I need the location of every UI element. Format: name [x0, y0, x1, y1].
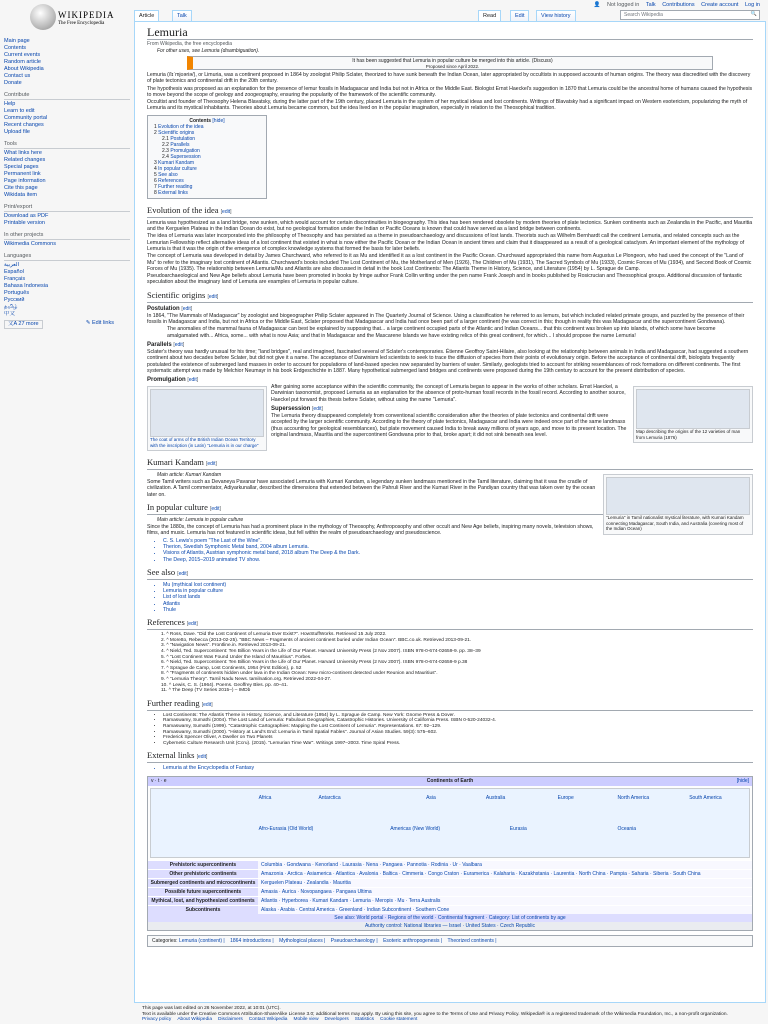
toc-number: 2 — [154, 129, 157, 136]
list-item: • Lost Continents: The Atlantis Theme in History, Science, and Literature (1954) by L. Sprague de Camp. New York: Gnome Press & Dover. — [163, 713, 753, 719]
see-also-link[interactable]: • List of lost lands — [163, 594, 753, 600]
main-article-note: Main article: Kumari Kandam — [157, 472, 222, 479]
navbox-group-label: Mythical, lost, and hypothesized continents — [148, 897, 258, 905]
top-navigation — [134, 0, 766, 22]
sidebar-item[interactable]: Related changes — [4, 157, 46, 163]
toc-text: References — [156, 177, 184, 184]
sidebar-heading: Print/export — [4, 204, 130, 212]
paragraph: Lemuria was hypothesized as a land bridge, now sunken, which would account for certain discontinuities in biogeography. This idea has been rendered obsolete by modern theories of plate tectonics. Sunken continents such as Zealandia in the Pacific, and Mauritia and the Kerguelen Plateau in the Indian Ocean do exist, but no geological formation under the Indian or Pacific Oceans is known that could have served as a land bridge between continents. — [147, 219, 753, 233]
reference-item: 7. ^ Sprague de Camp, Lost Continents, 1954 (First Edition), p. 52 — [161, 665, 302, 671]
category-link[interactable]: 1864 introductions | — [228, 937, 274, 944]
language-link[interactable]: Español — [4, 269, 24, 275]
search-placeholder: Search Wikipedia — [624, 12, 663, 18]
sidebar-item[interactable]: Contents — [4, 45, 27, 51]
reference-item: 4. ^ Nield, Ted. Supercontinent: Ten Billion Years in the Life of Our Planet. Harvard University Press (2 Nov 2007). ISBN 978-0-674-02659-9. pp. 38–39 — [161, 649, 481, 655]
paragraph: The idea of Lemuria was later incorporated into the philosophy of Theosophy and has persisted as a theme in pseudoarchaeology and discussions of lost lands. Theorists such as Wilhelm Bernhardt call the continent Lemuria, and related concepts such as the Lemurian Fellowship reflect alternative ideas of a lost continent that existed in what is now either the Pacific Ocean or the Indian Ocean in ancient times and claim that it disappeared as a result of a geological cataclysm. An important element of the mythology of Lemuria is that it was the origin of the emergence of complex knowledge systems that formed the basis for later beliefs. — [147, 233, 745, 252]
section-heading: Kumari Kandam [edit] — [147, 457, 753, 470]
reference-item: 3. ^ "Navigation News". Frontline.in. Retrieved 2013-09-21. — [161, 643, 287, 649]
footer-link[interactable]: Mobile view — [293, 1017, 319, 1023]
merge-notice — [187, 56, 713, 70]
page-footer — [142, 1006, 762, 1023]
section-heading: External links [edit] — [147, 750, 753, 763]
merge-notice-text: It has been suggested that Lemuria in popular culture be merged into this article. (Discuss) — [352, 58, 553, 64]
navbox-group — [148, 887, 752, 896]
reference-item: 11. ^ The Deep (TV Series 2015–) – IMDb — [161, 688, 251, 694]
sidebar-navigation — [4, 38, 130, 87]
list-item[interactable]: • Therion, Swedish Symphonic Metal band, 2004 album Lemuria. — [163, 544, 753, 550]
map-label-europe[interactable]: Europe — [557, 795, 574, 802]
coat-of-arms-image[interactable] — [150, 389, 264, 437]
map-label-africa[interactable]: Africa — [258, 795, 272, 802]
authority-control: Authority control: National libraries — Israel · United States · Czech Republic — [148, 922, 752, 930]
navbox-group-links[interactable]: Alaska · Arabia · Central America · Greenland · Indian Subcontinent · Southern Cone — [258, 906, 752, 914]
language-link[interactable]: Русский — [4, 297, 25, 303]
search-input[interactable] — [620, 10, 760, 20]
map-label-north-america[interactable]: North America — [617, 795, 650, 802]
sidebar-heading: Contribute — [4, 92, 130, 100]
language-link[interactable]: العربية — [4, 262, 20, 268]
create-account-link[interactable]: Create account — [701, 2, 739, 8]
external-link[interactable]: • Lemuria at the Encyclopedia of Fantasy — [163, 765, 753, 771]
category-links — [147, 935, 753, 947]
navbox-group — [148, 878, 752, 887]
navbox-group-links[interactable]: Atlantis · Hyperborea · Kumari Kandam · Lemuria · Meropis · Mu · Terra Australis — [258, 897, 752, 905]
navbox-group — [148, 905, 752, 914]
language-link[interactable]: Français — [4, 276, 26, 282]
paragraph: Pseudoarchaeological and New Age beliefs about Lemuria have been promoted in books by fringe author Frank Collin writing under the pen name Frank Joseph and in books published by Rosicrucian and Theosophical groups. Additional discussion of fantastic speculation about the imaginary land of Lemuria are examples of Lemuria in popular culture. — [147, 273, 743, 286]
category-link[interactable]: Theorized continents | — [446, 937, 497, 944]
see-also-list — [147, 582, 753, 613]
toc-number: 3 — [154, 159, 157, 166]
language-link[interactable]: தமிழ் — [4, 304, 18, 310]
footer-link[interactable]: Developers — [324, 1017, 349, 1023]
sidebar-item[interactable]: Recent changes — [4, 122, 44, 128]
navbox-footer: See also: World portal · Regions of the world · Continental fragment · Category: List of continents by age — [148, 914, 752, 922]
section-heading: References [edit] — [147, 617, 753, 630]
reference-item: 6. ^ Nield, Ted. Supercontinent: Ten Billion Years in the Life of Our Planet. Harvard University Press (2 Nov 2007). ISBN 978-0-674-02659-9 p.38 — [161, 660, 468, 666]
footer-link[interactable]: Statistics — [354, 1017, 374, 1023]
navbox-group-label: Subcontinents — [148, 906, 258, 914]
personal-tools — [589, 2, 760, 8]
map-label-oceania[interactable]: Oceania — [617, 826, 637, 833]
sidebar-item[interactable]: Current events — [4, 52, 41, 58]
sidebar-item[interactable]: Printable version — [4, 220, 45, 226]
footer-link[interactable]: About Wikipedia — [177, 1017, 212, 1023]
reference-item: 9. ^ "Lemuria Theory". Tamil Nadu News. tamilnation.org. Retrieved 2022-04-27. — [161, 677, 332, 683]
kumari-map-image[interactable] — [606, 477, 750, 515]
category-link[interactable]: Lemuria (continent) | — [178, 937, 225, 944]
see-also-link[interactable]: • Atlantis — [163, 601, 753, 607]
toc-text: In popular culture — [156, 165, 197, 172]
category-link[interactable]: Mythological places | — [277, 937, 326, 944]
edit-section-link[interactable]: [edit] — [220, 208, 232, 215]
subsection-heading: Parallels [edit] — [147, 341, 185, 348]
paragraph: Sclater's theory was hardly unusual for his time; "land bridges", real and imagined, fascinated several of Sclater's contemporaries. Étienne Geoffroy Saint-Hilaire, also looking at the relationship between animals in India and Madagascar, had suggested a southern continent about two decades before Sclater, but did not give it a name. The acceptance of Darwinism led scientists to seek to trace the diffusion of species from their points of evolutionary origin. Before the acceptance of continental drift, biologists frequently postulated the existence of submerged land masses in order to account for populations of land-based species now separated by barriers of water. Similarly, geologists tried to account for striking resemblances of rock formations on different continents. The first systematic attempt was made by Melchior Neumayr in his book Erdgeschichte in 1887. Many hypothetical submerged land bridges and continents were proposed during the 19th century to account for the present distribution of species. — [147, 348, 749, 374]
login-link[interactable]: Log in — [745, 2, 760, 8]
navbox-group-links[interactable]: Amasia · Aurica · Novopangaea · Pangaea Ultima — [258, 888, 752, 896]
further-reading-list — [147, 713, 753, 747]
toc-number: 2.2 — [162, 141, 169, 148]
map-label-americas-new-world-[interactable]: Americas (New World) — [390, 826, 441, 833]
toc-number: 1 — [154, 123, 157, 130]
toc-number: 4 — [154, 165, 157, 172]
tab-read[interactable]: Read — [478, 10, 501, 22]
more-languages-button[interactable]: 文A 27 more — [4, 320, 43, 329]
map-label-eurasia[interactable]: Eurasia — [509, 826, 527, 833]
paragraph: Since the 1880s, the concept of Lemuria has had a prominent place in the mythology of Theosophy, Anthroposophy and other occult and New Age beliefs, inspiring many novels, television shows, films, and music. Lemuria has not featured in scientific ideas, but fell within the realm of pseudoarchaeology and pseudoscience. — [147, 524, 594, 537]
map-label-south-america[interactable]: South America — [689, 795, 722, 802]
sidebar-item[interactable]: Wikimedia Commons — [4, 241, 56, 247]
toc-text: Supersession — [168, 153, 201, 160]
sidebar-item[interactable]: Upload file — [4, 129, 30, 135]
continents-map — [150, 788, 750, 858]
toc-item[interactable] — [154, 190, 260, 196]
reference-item: 2. ^ Moretto, Rebecca (2013-02-25). "BBC News – Fragments of ancient continent buried under Indian Ocean". BBC.co.uk. Retrieved 2013-09-21. — [161, 637, 472, 643]
see-also-link[interactable]: • Thule — [163, 607, 753, 613]
reference-item: 5. ^ "Lost Continent Was Found Under the Island of Mauritius". Forbes. — [161, 654, 312, 660]
contributions-link[interactable]: Contributions — [662, 2, 695, 8]
navbox-title: Continents of Earth — [426, 777, 474, 784]
figure-coat-of-arms[interactable] — [147, 386, 267, 451]
see-also-link[interactable]: • Mu (mythical lost continent) — [163, 582, 753, 588]
subsection-heading: Postulation [edit] — [147, 305, 193, 312]
edit-section-link[interactable]: [edit] — [196, 754, 208, 761]
tab-talk[interactable]: Talk — [172, 10, 192, 22]
merge-notice-date: Proposed since April 2022. — [425, 64, 480, 69]
list-item[interactable]: • C. S. Lewis's poem "The Last of the Wine". — [163, 538, 753, 544]
footer-link[interactable]: Privacy policy — [142, 1017, 172, 1023]
edit-section-link[interactable]: [edit] — [206, 461, 217, 468]
sidebar — [4, 38, 130, 334]
edit-section-link[interactable]: [edit] — [177, 570, 189, 577]
sidebar-heading: Languages — [4, 253, 130, 261]
sidebar-contribute — [4, 92, 130, 136]
language-link[interactable]: Português — [4, 290, 30, 296]
toc-text: Promulgation — [168, 147, 200, 154]
paragraph: In 1864, "The Mammals of Madagascar" by zoologist and biogeographer Philip Sclater appeared in The Quarterly Journal of Science. Using a classification he referred to as lemurs, but which included related primate groups, and puzzled by the presence of their fossils in Madagascar and India, but not in Africa or the Middle East, Sclater proposed that Madagascar and India had once been part of a larger continent (he was correct in this; though in reality this was Madagascar and the supercontinent Gondwana). — [147, 312, 745, 326]
navbox-group-label: Possible future supercontinents — [148, 888, 258, 896]
figure-kumari[interactable] — [603, 474, 753, 535]
navbox-group — [148, 869, 752, 878]
navbox-group-label: Prehistoric supercontinents — [148, 861, 258, 869]
footer-link[interactable]: Cookie statement — [380, 1017, 418, 1023]
reference-item: 8. ^ "Fragments of continents hidden under lava in the Indian Ocean: New micro-continent detected under Reunion and Mauritius". — [161, 671, 438, 677]
sidebar-item[interactable]: Wikidata item — [4, 192, 38, 198]
tab-article[interactable]: Article — [134, 10, 159, 22]
edit-section-link[interactable]: [edit] — [207, 293, 219, 300]
figure-caption: Map describing the origins of the 12 varieties of man from Lemuria (1876) — [636, 429, 741, 440]
article-content — [134, 21, 766, 1003]
map-label-afro-eurasia-old-world-[interactable]: Afro-Eurasia (Old World) — [258, 826, 314, 833]
map-image[interactable] — [636, 389, 750, 429]
category-link[interactable]: Esoteric anthropogenesis | — [381, 937, 443, 944]
sidebar-print — [4, 204, 130, 227]
toc-text: External links — [156, 189, 188, 196]
see-also-link[interactable]: • Lemuria in popular culture — [163, 588, 753, 594]
edit-links-link[interactable]: ✎ Edit links — [85, 320, 114, 326]
paragraph: After gaining some acceptance within the scientific community, the concept of Lemuria began to appear in the works of other scholars. Ernst Haeckel, a Darwinian taxonomist, proposed Lemuria as an explanation for the absence of proto-human fossil records in the fossil record. According to another source, Haeckel put forward this thesis before Sclater, without using the name "Lemuria". — [271, 384, 626, 403]
figure-caption: The coat of arms of the British Indian Ocean Territory with the inscription (in Latin) "Lemuria is in our charge" — [150, 437, 259, 448]
paragraph: The Lemuria theory disappeared completely from conventional scientific consideration after the theories of plate tectonics and continental drift were accepted by the larger scientific community. According to the theory of plate tectonics, Madagascar and India were indeed once part of the same landmass (thus accounting for geological resemblances), but plate movement caused India to break away millions of years ago, and move to its present location. The original landmass, Mauritia and the supercontinent Gondwana prior to that, broke apart; it did not sink beneath sea level. — [271, 413, 627, 438]
list-item[interactable]: • Visions of Atlantis, Austrian symphonic metal band, 2018 album The Deep & the Dark. — [163, 550, 753, 556]
edit-section-link[interactable]: [edit] — [173, 341, 185, 348]
edit-section-link[interactable]: [edit] — [201, 701, 213, 708]
section-heading: See also [edit] — [147, 567, 753, 580]
categories-label: Categories: — [152, 937, 178, 944]
navbox-continents — [147, 776, 753, 931]
sidebar-item[interactable]: What links here — [4, 150, 42, 156]
sidebar-item[interactable]: Permanent link — [4, 171, 41, 177]
sidebar-item[interactable]: Page information — [4, 178, 46, 184]
section-heading: Further reading [edit] — [147, 698, 753, 711]
list-item: • Cybernetic Culture Research Unit (Ccru). (2015). "Lemurian Time War". Writings 1997–2003. Time Spiral Press. — [163, 741, 753, 747]
edit-section-link[interactable]: [edit] — [187, 377, 199, 384]
section-evolution — [147, 220, 753, 286]
subsection-heading: Promulgation [edit] — [147, 377, 199, 384]
reference-item: 10. ^ Lewis, C. S. (1964). Poems. Geoffrey Bles. pp. 40–41. — [161, 682, 288, 688]
toc-text: Kumari Kandam — [156, 159, 195, 166]
popular-culture-list — [147, 538, 753, 563]
sidebar-item[interactable]: Help — [4, 101, 16, 107]
tab-edit[interactable]: Edit — [510, 10, 529, 22]
not-logged-in-label: Not logged in — [606, 2, 640, 8]
sidebar-heading: In other projects — [4, 232, 130, 240]
map-label-australia[interactable]: Australia — [485, 795, 506, 802]
toc-number: 7 — [154, 183, 157, 190]
main-article-note: Main article: Lemuria in popular culture — [157, 517, 244, 524]
list-item: • Ramaswamy, Sumathi (2000). "History at Land's End: Lemuria in Tamil Spatial Fables". Journal of Asian Studies. 59(3): 575–602. — [163, 730, 753, 736]
footer-links — [142, 1017, 762, 1023]
section-heading: Evolution of the idea [edit] — [147, 205, 753, 218]
navbox-group — [148, 860, 752, 869]
toc-text: Evolution of the idea — [156, 123, 204, 130]
toc-number: 5 — [154, 171, 157, 178]
search-icon[interactable]: 🔍 — [750, 11, 757, 17]
list-item: • Frederick Spencer Oliver, A Dweller on Two Planets — [163, 735, 753, 741]
toc-number: 2.3 — [162, 147, 169, 154]
sidebar-item[interactable]: Cite this page — [4, 185, 38, 191]
sidebar-item[interactable]: Contact us — [4, 73, 31, 79]
toc-text: Parallels — [168, 141, 190, 148]
reference-item: 1. ^ Ross, Dave. "Did the Lost Continent of Lemuria Ever Exist?". HowStuffWorks. Retrieved 15 July 2022. — [161, 632, 387, 638]
toc-number: 6 — [154, 177, 157, 184]
page-title: Lemuria — [147, 25, 753, 40]
language-link[interactable]: 中文 — [4, 311, 16, 317]
edit-section-link[interactable]: [edit] — [312, 406, 323, 413]
list-item: • Ramaswamy, Sumathi (2004). The Lost Land of Lemuria: Fabulous Geographies, Catastrophic Histories. University of California Press. ISBN 0-520-24032-4. — [163, 718, 753, 724]
toc-text: See also — [156, 171, 178, 178]
sidebar-languages — [4, 253, 130, 329]
tab-view-history[interactable]: View history — [536, 10, 576, 22]
lead-section — [147, 72, 753, 112]
figure-map[interactable] — [633, 386, 753, 443]
blockquote: The anomalies of the mammal fauna of Madagascar can best be explained by supposing that... a large continent occupied parts of the Atlantic and Indian Oceans... that this continent was broken up into islands, of which some have become amalgamated with... Africa, some... with what is now Asia; and that in Madagascar and the Mascarene Islands we have existing relics of this great continent, for which... I should propose the name Lemuria! — [167, 326, 716, 339]
sidebar-item[interactable]: Donate — [4, 80, 22, 86]
sidebar-other-projects — [4, 232, 130, 248]
edit-section-link[interactable]: [edit] — [181, 305, 193, 312]
tagline: From Wikipedia, the free encyclopedia — [147, 41, 233, 47]
sidebar-item[interactable]: Download as PDF — [4, 213, 49, 219]
references-list — [147, 632, 753, 694]
navbox-group-links[interactable]: Amazonia · Arctica · Asiamerica · Atlantica · Avalonia · Baltica · Cimmeria · Congo Craton · Euramerica · Kalaharia · Kazakhstania · Laurentia · North China · Pampia · Saharia · Siberia · South China — [258, 870, 752, 878]
edit-section-link[interactable]: [edit] — [210, 506, 221, 513]
external-links-list — [147, 765, 753, 771]
sidebar-item[interactable]: About Wikipedia — [4, 66, 44, 72]
sidebar-heading: Tools — [4, 141, 130, 149]
map-label-asia[interactable]: Asia — [426, 795, 436, 802]
navbox-vte-links[interactable]: v · t · e — [151, 777, 167, 784]
toc-number: 8 — [154, 189, 157, 196]
section-heading: In popular culture [edit] — [147, 502, 753, 515]
toc-number: 2.1 — [162, 135, 169, 142]
license-text: Text is available under the Creative Commons Attribution-ShareAlike License 3.0; additional terms may apply. By using this site, you agree to the Terms of Use and Privacy Policy. Wikipedia® is a registered trademark of the Wikimedia Foundation, Inc., a non-profit organization. — [142, 1011, 728, 1017]
user-icon: 👤 — [593, 2, 601, 8]
hatnote: For other uses, see Lemuria (disambiguation). — [157, 48, 260, 54]
navbox-hide-toggle[interactable]: [hide] — [736, 777, 749, 784]
navbox-group-links[interactable]: Kerguelen Plateau · Zealandia · Mauritia — [258, 879, 752, 887]
section-heading: Scientific origins [edit] — [147, 290, 753, 303]
paragraph: Lemuria (/lɪˈmjʊəriə/), or Limuria, was a continent proposed in 1864 by zoologist Philip Sclater, theorized to have sunk beneath the Indian Ocean, later appropriated by occultists in supposed accounts of human origins. The theory was discredited with the discovery of plate tectonics and continental drift in the 20th century. — [147, 72, 751, 85]
navbox-group-label: Submerged continents and microcontinents — [148, 879, 258, 887]
toc-text: Postulation — [168, 135, 196, 142]
table-of-contents — [147, 115, 267, 199]
logo-wordmark: WIKIPEDIA — [58, 10, 115, 20]
last-modified: This page was last edited on 26 November 2022, at 10:01 (UTC). — [142, 1006, 281, 1011]
footer-link[interactable]: Disclaimers — [218, 1017, 243, 1023]
language-link[interactable]: Bahasa Indonesia — [4, 283, 49, 289]
list-item[interactable]: • The Deep, 2015–2019 animated TV show. — [163, 557, 753, 563]
figure-caption: "Lemuria" in Tamil nationalist mystical literature, with Kumari Kandam connecting Madagascar, South India, and Australia (covering most of the Indian Ocean) — [606, 515, 744, 532]
footer-link[interactable]: Contact Wikipedia — [248, 1017, 288, 1023]
sidebar-item[interactable]: Community portal — [4, 115, 48, 121]
edit-section-link[interactable]: [edit] — [186, 621, 198, 628]
sidebar-item[interactable]: Random article — [4, 59, 41, 65]
toc-number: 2.4 — [162, 153, 169, 160]
talk-link[interactable]: Talk — [645, 2, 656, 8]
toc-text: Scientific origins — [156, 129, 195, 136]
toc-title: Contents — [189, 117, 212, 124]
paragraph: The concept of Lemuria was developed in detail by James Churchward, who referred to it as Mu and identified it as a lost continent in the Pacific Ocean. Churchward appropriated this name from Augustus Le Plongeon, who had used the concept of the "Land of Mu" to refer to the imaginary lost continent of Atlantis. Churchward's books included The Lost Continent of Mu, the Motherland of Men (1926), The Children of Mu (1931), The Sacred Symbols of Mu (1933), Cosmic Forces of Mu (1934), and Second Book of Cosmic Forces of Mu (1935). The relationship between Lemuria/Mu and Atlantis are also discussed in detail in the book Lost Continents: The Atlantis Theme in History, Science, and Literature (1954) by L. Sprague de Camp. — [147, 253, 752, 272]
sidebar-item[interactable]: Special pages — [4, 164, 39, 170]
paragraph: Some Tamil writers such as Devaneya Pavanar have associated Lemuria with Kumari Kandam, a legendary sunken landmass mentioned in the Tamil literature, claiming that it was the cradle of civilization. A Tamil commentator, Adiyarkunallar, described the dimensions that extended between the Pahruli River and the Kumari River in the Pandiyan country that was taken over by the ocean later on. — [147, 479, 596, 498]
navbox-group-links[interactable]: Columbia · Gondwana · Kenorland · Laurasia · Nena · Pangaea · Pannotia · Rodinia · Ur · Vaalbara — [258, 861, 752, 869]
map-label-antarctica[interactable]: Antarctica — [318, 795, 341, 802]
list-item: • Ramaswamy, Sumathi (1999). "Catastrophic Cartographies: Mapping the Lost Continent of Lemuria". Representations. 67: 92–129. — [163, 724, 753, 730]
navbox-group-label: Other prehistoric continents — [148, 870, 258, 878]
globe-icon — [30, 4, 56, 30]
toc-text: Further reading — [156, 183, 193, 190]
toc-hide-toggle[interactable]: [hide] — [212, 117, 225, 124]
paragraph: Occultist and founder of Theosophy Helena Blavatsky, during the latter part of the 19th century, placed Lemuria in the system of her mystical ideas and lost continents. Writings of Blavatsky had a significant impact on Western esotericism, popularizing the myth of Lemuria and its mystical inhabitants. Theories about Lemuria became common, but the idea lived on in the popular imagination, especially in relation to the Theosophical tradition. — [147, 99, 748, 112]
category-link[interactable]: Pseudoarchaeology | — [329, 937, 378, 944]
sidebar-item[interactable]: Learn to edit — [4, 108, 35, 114]
sidebar-item[interactable]: Main page — [4, 38, 30, 44]
wikipedia-logo[interactable] — [30, 4, 115, 38]
sidebar-tools — [4, 141, 130, 199]
logo-tagline: The Free Encyclopedia — [58, 21, 105, 26]
subsection-heading: Supersession [edit] — [271, 406, 323, 413]
paragraph: The hypothesis was proposed as an explanation for the presence of lemur fossils in Madagascar and India but not in Africa or the Middle East. Biologist Ernst Haeckel's suggestion in 1870 that Lemuria could be the ancestral home of humans caused the hypothesis to move beyond the scope of geology and zoogeography, ensuring the popularity of the framework of the scientific community. — [147, 85, 753, 98]
navbox-group — [148, 896, 752, 905]
